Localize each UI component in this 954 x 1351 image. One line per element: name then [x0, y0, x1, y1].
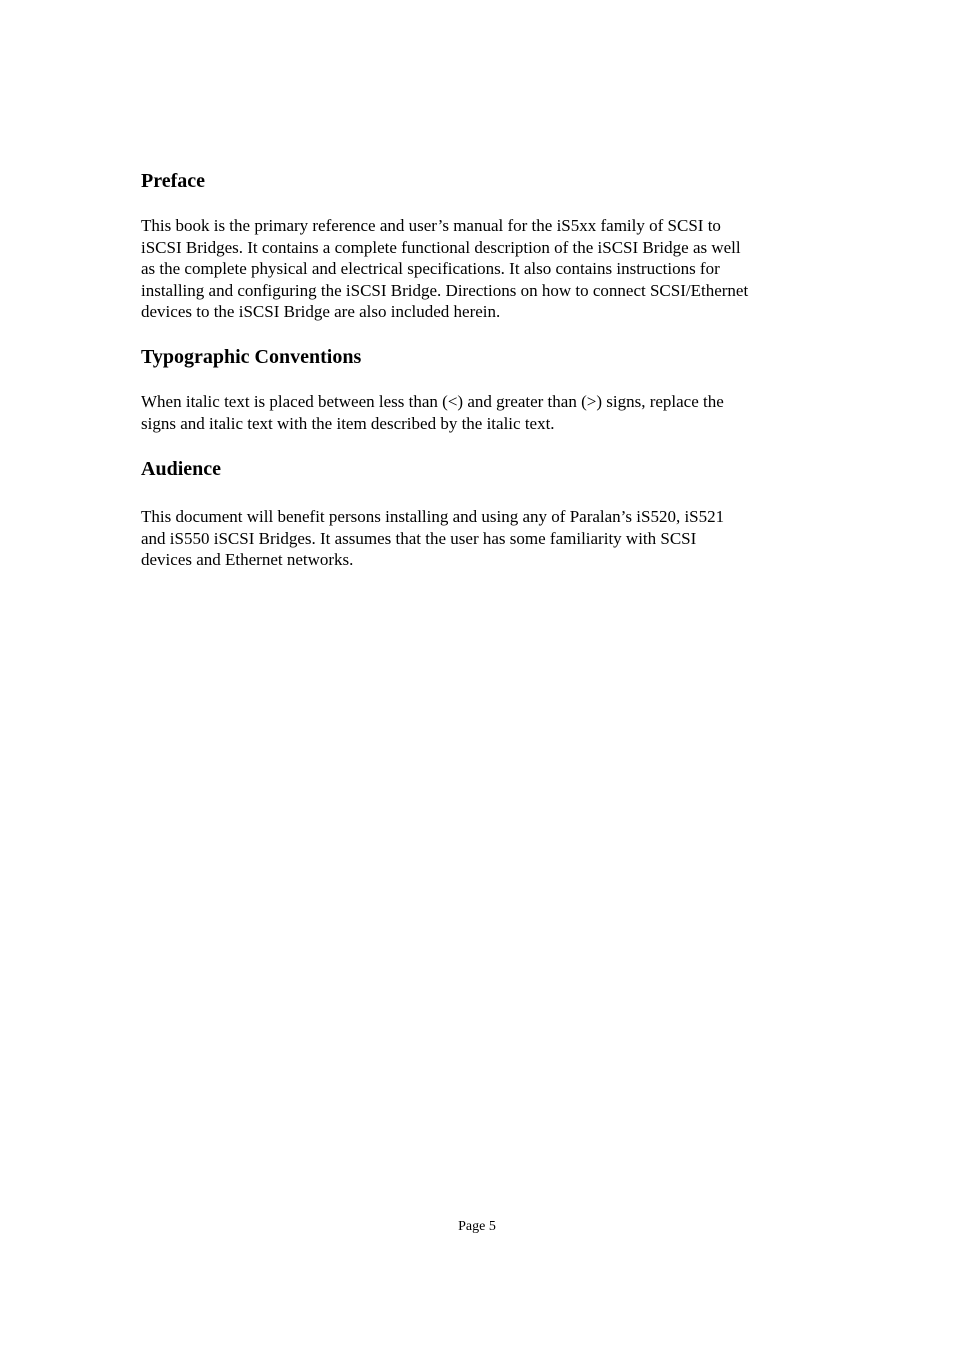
paragraph-line: iSCSI Bridges. It contains a complete functional description of the iSCSI Bridge as well [141, 237, 741, 257]
paragraph-line: signs and italic text with the item described by the italic text. [141, 413, 555, 433]
typographic-conventions-paragraph [141, 391, 724, 434]
preface-paragraph [141, 215, 748, 323]
paragraph-line: This book is the primary reference and user’s manual for the iS5xx family of SCSI to [141, 216, 721, 235]
audience-heading: Audience [141, 458, 221, 480]
preface-heading: Preface [141, 170, 206, 192]
paragraph-line: When italic text is placed between less than (<) and greater than (>) signs, replace the [141, 392, 724, 411]
paragraph-line: This document will benefit persons installing and using any of Paralan’s iS520, iS521 [141, 507, 725, 526]
paragraph-line: devices and Ethernet networks. [141, 550, 354, 569]
paragraph-line: installing and configuring the iSCSI Bridge. Directions on how to connect SCSI/Ethernet [141, 280, 749, 300]
typographic-conventions-heading: Typographic Conventions [141, 346, 362, 368]
page-number: Page 5 [458, 1219, 496, 1234]
paragraph-line: as the complete physical and electrical specifications. It also contains instructions for [141, 259, 720, 278]
paragraph-line: devices to the iSCSI Bridge are also included herein. [141, 302, 501, 321]
audience-paragraph [141, 506, 724, 571]
paragraph-line: and iS550 iSCSI Bridges. It assumes that the user has some familiarity with SCSI [141, 528, 697, 548]
